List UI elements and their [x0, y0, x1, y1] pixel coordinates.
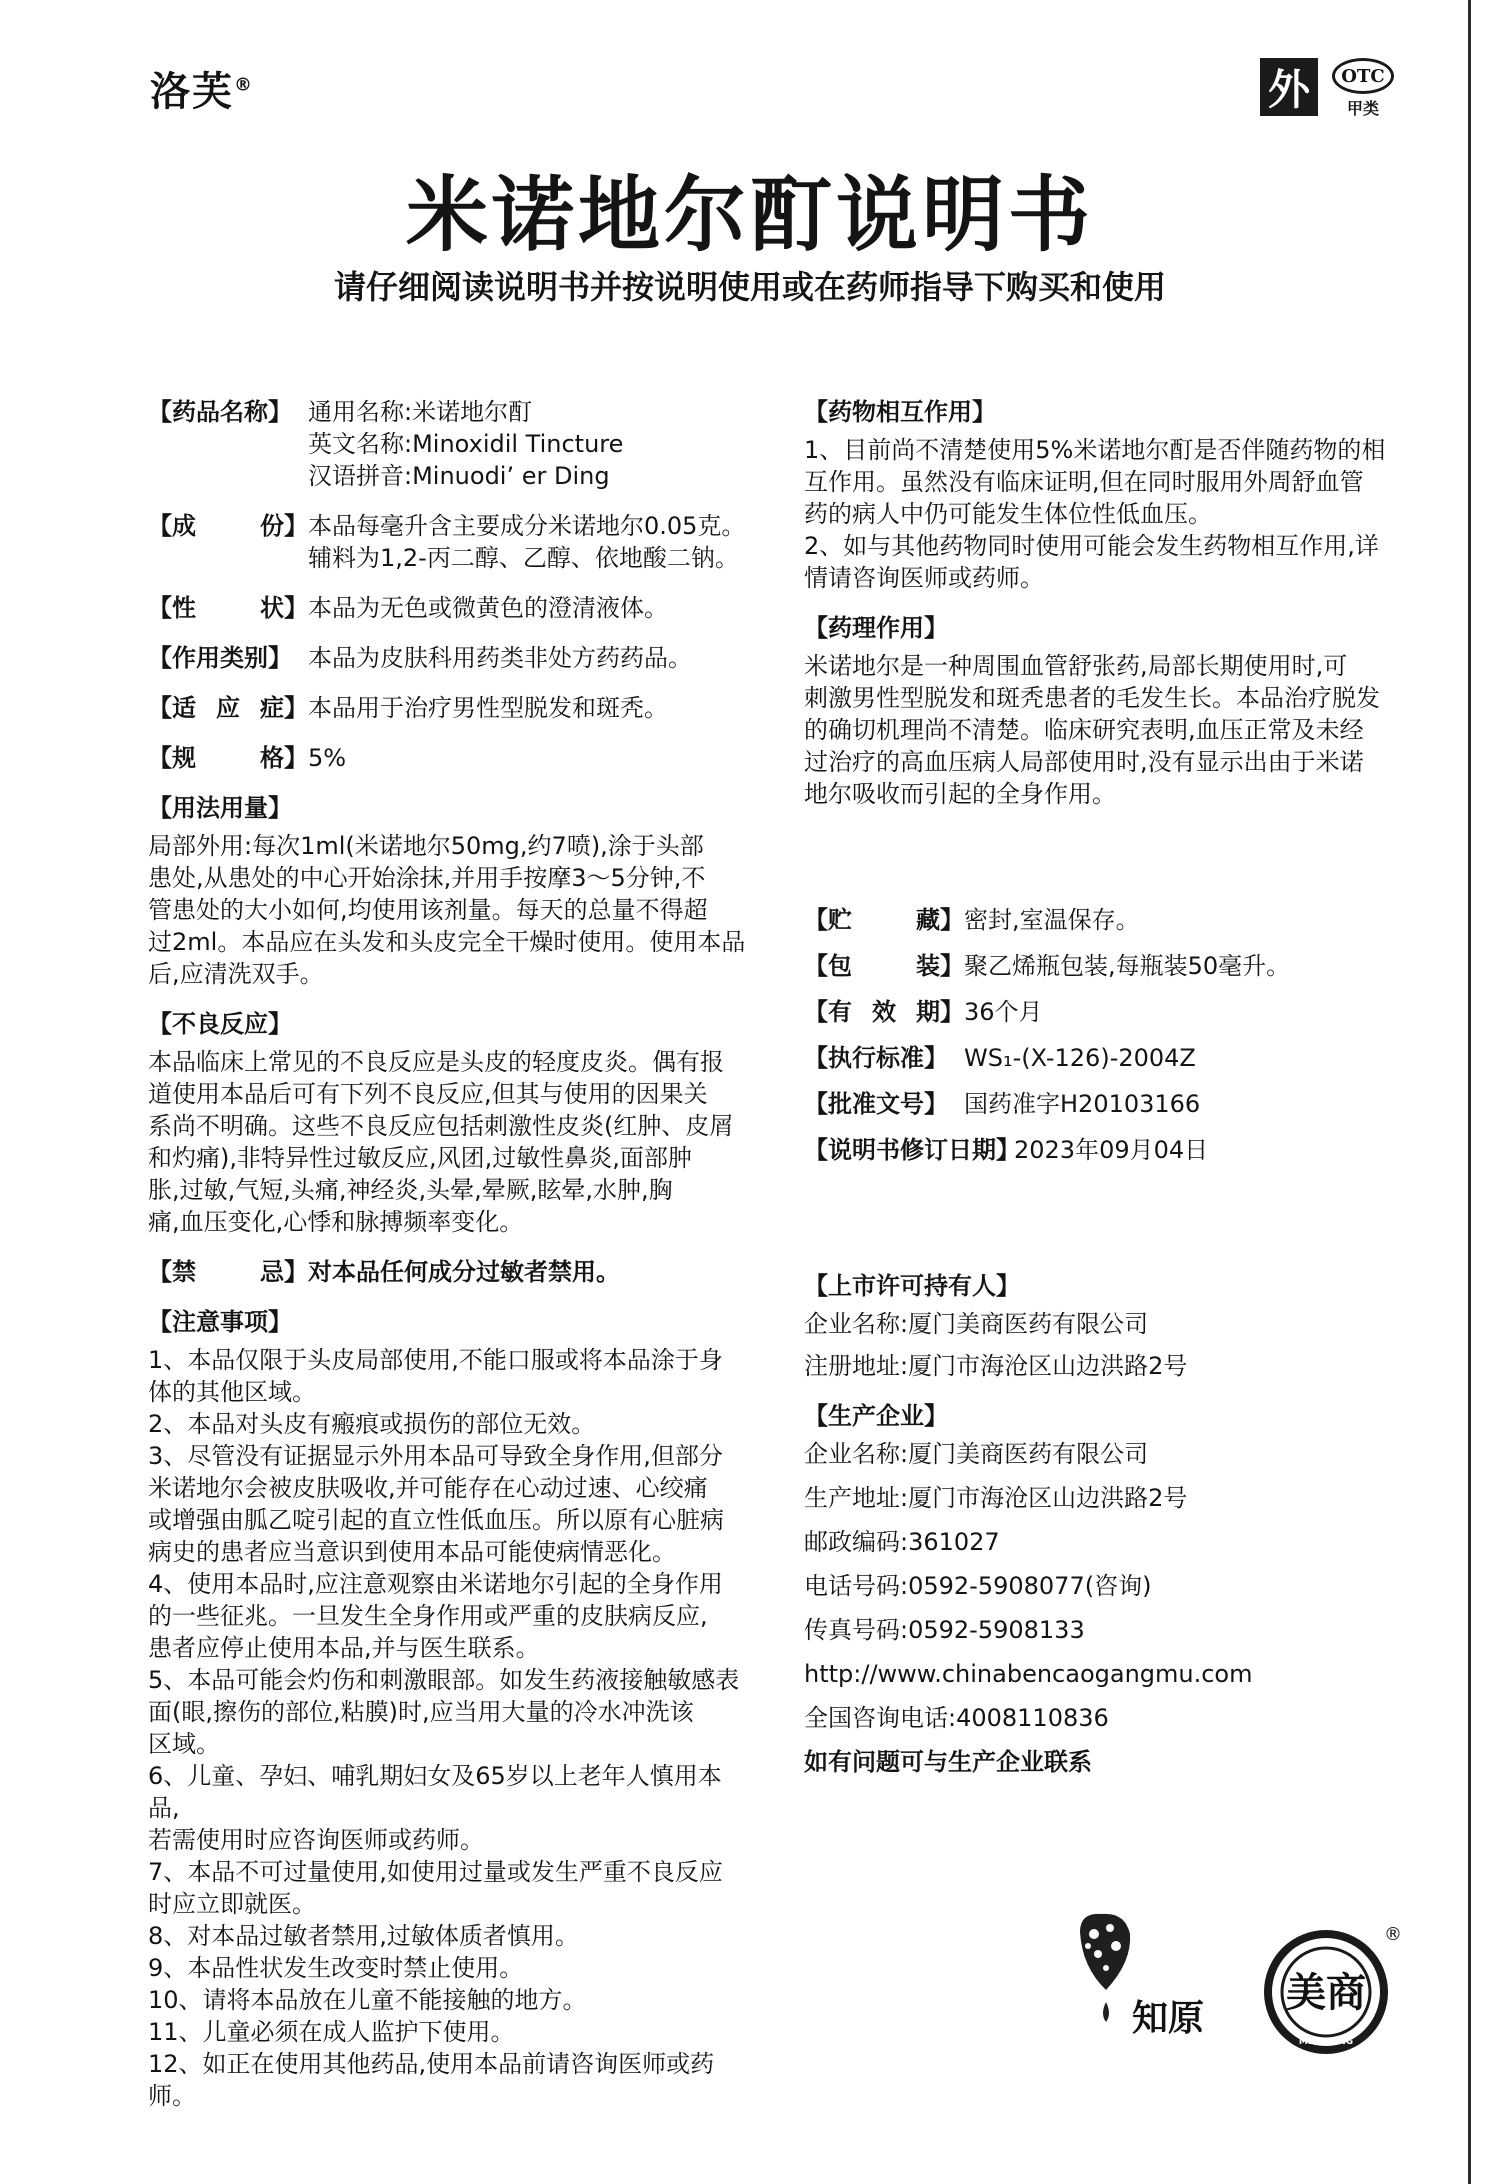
revision-text: 2023年09月04日 [1014, 1136, 1209, 1164]
drug-name-line: 通用名称:米诺地尔酊 [308, 398, 533, 426]
manufacturer-section [804, 1400, 1404, 1778]
interactions-line: 情请咨询医师或药师。 [804, 564, 1044, 592]
mah-line: 企业名称:厦门美商医药有限公司 [804, 1310, 1149, 1338]
pharmacology-line: 的确切机理尚不清楚。临床研究表明,血压正常及未经 [804, 716, 1364, 744]
package-label: 【包 装】 [804, 952, 964, 980]
precaution-line: 的一些征兆。一旦发生全身作用或严重的皮肤病反应, [148, 1602, 708, 1630]
adverse-line: 痛,血压变化,心悸和脉搏频率变化。 [148, 1208, 524, 1236]
manufacturer-website: http://www.chinabencaogangmu.com [804, 1660, 1253, 1688]
usage-line: 患处,从患处的中心开始涂抹,并用手按摩3～5分钟,不 [148, 864, 706, 892]
validity-label: 【有 效 期】 [804, 998, 964, 1026]
properties-text: 本品为无色或微黄色的澄清液体。 [308, 594, 668, 622]
precaution-line: 若需使用时应咨询医师或药师。 [148, 1826, 484, 1854]
precaution-line: 5、本品可能会灼伤和刺激眼部。如发生药液接触敏感表 [148, 1666, 740, 1694]
composition-section [148, 510, 748, 574]
precaution-line: 4、使用本品时,应注意观察由米诺地尔引起的全身作用 [148, 1570, 723, 1598]
precautions-section [148, 1306, 748, 2112]
drug-name-line: 汉语拼音:Minuodi’ er Ding [308, 462, 610, 490]
composition-line: 本品每毫升含主要成分米诺地尔0.05克。 [308, 512, 746, 540]
otc-badge-group [1260, 58, 1394, 119]
manufacturer-line: 如有问题可与生产企业联系 [804, 1748, 1092, 1776]
usage-line: 过2ml。本品应在头发和头皮完全干燥时使用。使用本品 [148, 928, 746, 956]
usage-line: 局部外用:每次1ml(米诺地尔50mg,约7喷),涂于头部 [148, 832, 704, 860]
package-row [804, 950, 1404, 982]
drug-name-section [148, 396, 748, 492]
specification-label: 【规 格】 [148, 744, 308, 772]
precaution-line: 9、本品性状发生改变时禁止使用。 [148, 1954, 524, 1982]
pharmacology-line: 过治疗的高血压病人局部使用时,没有显示出由于米诺 [804, 748, 1364, 776]
precaution-line: 体的其他区域。 [148, 1378, 316, 1406]
brand-logo: 洛芙® [150, 69, 254, 115]
precaution-line: 3、尽管没有证据显示外用本品可导致全身作用,但部分 [148, 1442, 723, 1470]
precaution-line: 病史的患者应当意识到使用本品可能使病情恶化。 [148, 1538, 676, 1566]
precaution-line: 1、本品仅限于头皮局部使用,不能口服或将本品涂于身 [148, 1346, 723, 1374]
composition-line: 辅料为1,2-丙二醇、乙醇、依地酸二钠。 [308, 544, 739, 572]
validity-row [804, 996, 1404, 1028]
interactions-line: 互作用。虽然没有临床证明,但在同时服用外周舒血管 [804, 468, 1364, 496]
external-use-badge: 外 [1260, 58, 1318, 116]
adverse-line: 道使用本品后可有下列不良反应,但其与使用的因果关 [148, 1080, 708, 1108]
approval-text: 国药准字H20103166 [964, 1090, 1201, 1118]
manufacturer-line: 全国咨询电话:4008110836 [804, 1704, 1109, 1732]
precaution-line: 11、儿童必须在成人监护下使用。 [148, 2018, 515, 2046]
adverse-label: 【不良反应】 [148, 1010, 292, 1038]
document-title: 米诺地尔酊说明书 [405, 168, 1094, 263]
manufacturer-line: 电话号码:0592-5908077(咨询) [804, 1572, 1152, 1600]
contraindication-label: 【禁 忌】 [148, 1258, 308, 1286]
usage-section [148, 792, 748, 990]
revision-row [804, 1134, 1404, 1166]
approval-label: 【批准文号】 [804, 1090, 948, 1118]
precaution-line: 米诺地尔会被皮肤吸收,并可能存在心动过速、心绞痛 [148, 1474, 708, 1502]
otc-oval: OTC [1332, 58, 1394, 94]
package-text: 聚乙烯瓶包装,每瓶装50毫升。 [964, 952, 1291, 980]
adverse-line: 胀,过敏,气短,头痛,神经炎,头晕,晕厥,眩晕,水肿,胸 [148, 1176, 673, 1204]
spacer [804, 828, 1404, 904]
standard-label: 【执行标准】 [804, 1044, 948, 1072]
adverse-line: 和灼痛),非特异性过敏反应,风团,过敏性鼻炎,面部肿 [148, 1144, 692, 1172]
precaution-line: 时应立即就医。 [148, 1890, 316, 1918]
pharmacology-line: 地尔吸收而引起的全身作用。 [804, 780, 1116, 808]
adverse-line: 系尚不明确。这些不良反应包括刺激性皮炎(红肿、皮屑 [148, 1112, 734, 1140]
manufacturer-line: 邮政编码:361027 [804, 1528, 1000, 1556]
otc-badge [1332, 58, 1394, 119]
mah-line: 注册地址:厦门市海沧区山边洪路2号 [804, 1352, 1188, 1380]
drug-name-label: 【药品名称】 [148, 398, 292, 426]
mah-section [804, 1270, 1404, 1382]
category-label: 【作用类别】 [148, 644, 292, 672]
manufacturer-line: 传真号码:0592-5908133 [804, 1616, 1085, 1644]
manufacturer-line: 企业名称:厦门美商医药有限公司 [804, 1440, 1149, 1468]
usage-line: 管患处的大小如何,均使用该剂量。每天的总量不得超 [148, 896, 708, 924]
specification-section [148, 742, 748, 774]
pharmacology-line: 米诺地尔是一种周围血管舒张药,局部长期使用时,可 [804, 652, 1348, 680]
drug-name-line: 英文名称:Minoxidil Tincture [308, 430, 624, 458]
storage-text: 密封,室温保存。 [964, 906, 1140, 934]
zhiyuan-emblem-icon [1080, 1914, 1130, 2022]
precaution-line: 12、如正在使用其他药品,使用本品前请咨询医师或药 [148, 2050, 715, 2078]
pharmacology-label: 【药理作用】 [804, 614, 948, 642]
validity-text: 36个月 [964, 998, 1043, 1026]
precaution-line: 6、儿童、孕妇、哺乳期妇女及65岁以上老年人慎用本品, [148, 1762, 722, 1822]
revision-label: 【说明书修订日期】 [804, 1136, 1020, 1164]
indication-section [148, 692, 748, 724]
interactions-line: 药的病人中仍可能发生体位性低血压。 [804, 500, 1212, 528]
properties-label: 【性 状】 [148, 594, 308, 622]
standard-row [804, 1042, 1404, 1074]
pharmacology-section [804, 612, 1404, 810]
interactions-line: 1、目前尚不清楚使用5%米诺地尔酊是否伴随药物的相 [804, 436, 1386, 464]
usage-line: 后,应清洗双手。 [148, 960, 324, 988]
precautions-label: 【注意事项】 [148, 1308, 292, 1336]
otc-class: 甲类 [1346, 99, 1379, 118]
properties-section [148, 592, 748, 624]
precaution-line: 面(眼,擦伤的部位,粘膜)时,应当用大量的冷水冲洗该 [148, 1698, 694, 1726]
approval-row [804, 1088, 1404, 1120]
precaution-line: 或增强由胍乙啶引起的直立性低血压。所以原有心脏病 [148, 1506, 724, 1534]
adverse-section [148, 1008, 748, 1238]
precaution-line: 患者应停止使用本品,并与医生联系。 [148, 1634, 540, 1662]
mah-label: 【上市许可持有人】 [804, 1272, 1020, 1300]
manufacturer-label: 【生产企业】 [804, 1402, 948, 1430]
interactions-line: 2、如与其他药物同时使用可能会发生药物相互作用,详 [804, 532, 1379, 560]
precaution-line: 区域。 [148, 1730, 220, 1758]
spacer [804, 1180, 1404, 1270]
storage-label: 【贮 藏】 [804, 906, 964, 934]
specification-text: 5% [308, 744, 347, 772]
meishang-text: 美商 [1286, 1970, 1366, 2016]
precaution-line: 2、本品对头皮有瘢痕或损伤的部位无效。 [148, 1410, 596, 1438]
right-column [804, 396, 1404, 1796]
zhiyuan-logo [1070, 1912, 1240, 2042]
precaution-line: 10、请将本品放在儿童不能接触的地方。 [148, 1986, 587, 2014]
standard-text: WS₁-(X-126)-2004Z [964, 1044, 1196, 1072]
contraindication-section [148, 1256, 748, 1288]
indication-text: 本品用于治疗男性型脱发和斑秃。 [308, 694, 668, 722]
interactions-section [804, 396, 1404, 594]
zhiyuan-text: 知原 [1132, 1998, 1205, 2039]
category-section [148, 642, 748, 674]
adverse-line: 本品临床上常见的不良反应是头皮的轻度皮炎。偶有报 [148, 1048, 724, 1076]
interactions-label: 【药物相互作用】 [804, 398, 996, 426]
pharmacology-line: 刺激男性型脱发和斑秃患者的毛发生长。本品治疗脱发 [804, 684, 1380, 712]
usage-label: 【用法用量】 [148, 794, 292, 822]
meishang-en: MEISHANG [1298, 2037, 1354, 2047]
precaution-line: 7、本品不可过量使用,如使用过量或发生严重不良反应 [148, 1858, 723, 1886]
precaution-line: 8、对本品过敏者禁用,过敏体质者慎用。 [148, 1922, 579, 1950]
manufacturer-line: 生产地址:厦门市海沧区山边洪路2号 [804, 1484, 1188, 1512]
storage-row [804, 904, 1404, 936]
precaution-line: 师。 [148, 2082, 196, 2110]
category-text: 本品为皮肤科用药类非处方药药品。 [308, 644, 692, 672]
meishang-logo [1262, 1920, 1402, 2060]
indication-label: 【适 应 症】 [148, 694, 308, 722]
left-column [148, 396, 748, 2130]
contraindication-text: 对本品任何成分过敏者禁用。 [308, 1258, 620, 1286]
registered-mark: ® [1384, 1924, 1402, 1945]
document-subtitle: 请仔细阅读说明书并按说明使用或在药师指导下购买和使用 [333, 268, 1166, 306]
composition-label: 【成 份】 [148, 512, 308, 540]
